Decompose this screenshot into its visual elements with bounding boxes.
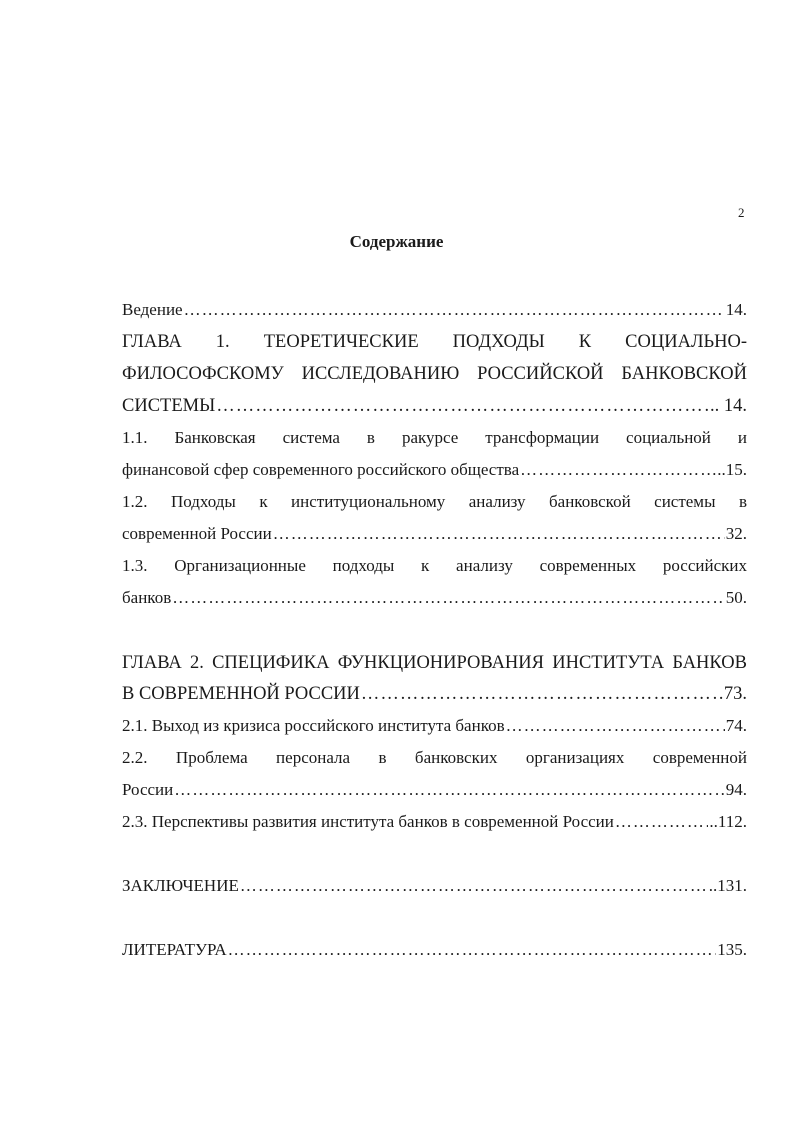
dot-leader	[240, 873, 708, 899]
page-number: 2	[738, 205, 745, 220]
toc-section-1-1-line1[interactable]: 1.1. Банковская система в ракурсе трансформации социальной и	[122, 428, 747, 447]
toc-page-number: 32.	[725, 524, 747, 543]
toc-entry-text: Ведение	[122, 300, 183, 319]
toc-page-number: 73.	[723, 684, 747, 704]
dot-leader	[273, 521, 725, 547]
toc-entry-text: СИСТЕМЫ	[122, 396, 216, 416]
toc-section-1-2-line2[interactable]	[122, 521, 747, 547]
toc-entry-text: финансовой сфер современного российского общества	[122, 460, 520, 479]
toc-chapter2-line1[interactable]: ГЛАВА 2. СПЕЦИФИКА ФУНКЦИОНИРОВАНИЯ ИНСТИТУТА БАНКОВ	[122, 653, 747, 673]
toc-section-2-2-line2[interactable]	[122, 777, 747, 803]
dot-leader	[361, 681, 723, 707]
toc-chapter1-line3[interactable]	[122, 393, 747, 419]
toc-entry-text: современной России	[122, 524, 272, 543]
toc-entry-text: В СОВРЕМЕННОЙ РОССИИ	[122, 684, 360, 704]
toc-entry-text: банков	[122, 588, 172, 607]
toc-entry-text: 2.1. Выход из кризиса российского института банков	[122, 716, 505, 735]
dot-leader	[228, 937, 717, 963]
toc-page-number: ..15.	[717, 460, 747, 479]
toc-section-1-3-line1[interactable]: 1.3. Организационные подходы к анализу современных российских	[122, 556, 747, 575]
toc-section-1-1-line2[interactable]	[122, 457, 747, 483]
dot-leader	[174, 777, 725, 803]
toc-section-2-3[interactable]	[122, 809, 747, 835]
dot-leader	[615, 809, 709, 835]
dot-leader	[520, 457, 716, 483]
toc-page-number: 14.	[725, 300, 747, 319]
toc-entry-text: ЛИТЕРАТУРА	[122, 940, 227, 959]
toc-entry-conclusion[interactable]	[122, 873, 747, 899]
dot-leader	[184, 297, 725, 323]
dot-leader	[216, 393, 709, 419]
toc-entry-text: России	[122, 780, 174, 799]
toc-entry-literature[interactable]	[122, 937, 747, 963]
toc-section-1-3-line2[interactable]	[122, 585, 747, 611]
toc-page-number: ..131.	[708, 876, 747, 895]
toc-page-number: 50.	[725, 588, 747, 607]
toc-entry-text: ЗАКЛЮЧЕНИЕ	[122, 876, 239, 895]
toc-page-number: 94.	[725, 780, 747, 799]
toc-section-2-1[interactable]	[122, 713, 747, 739]
toc-page-number: 74.	[725, 716, 747, 735]
toc-chapter1-line2[interactable]: ФИЛОСОФСКОМУ ИССЛЕДОВАНИЮ РОССИЙСКОЙ БАНКОВСКОЙ	[122, 364, 747, 384]
toc-chapter1-line1[interactable]: ГЛАВА 1. ТЕОРЕТИЧЕСКИЕ ПОДХОДЫ К СОЦИАЛЬНО-	[122, 332, 747, 352]
dot-leader	[506, 713, 725, 739]
toc-section-2-2-line1[interactable]: 2.2. Проблема персонала в банковских организациях современной	[122, 748, 747, 767]
toc-entry-intro[interactable]	[122, 297, 747, 323]
toc-entry-text: 2.3. Перспективы развития института банков в современной России	[122, 812, 614, 831]
page-title: Содержание	[349, 232, 444, 251]
toc-page-number: 135.	[717, 940, 747, 959]
dot-leader	[172, 585, 725, 611]
toc-page-number: ..112.	[709, 812, 747, 831]
toc-page-number: .. 14.	[710, 396, 747, 416]
toc-chapter2-line2[interactable]	[122, 681, 747, 707]
toc-section-1-2-line1[interactable]: 1.2. Подходы к институциональному анализу банковской системы в	[122, 492, 747, 511]
